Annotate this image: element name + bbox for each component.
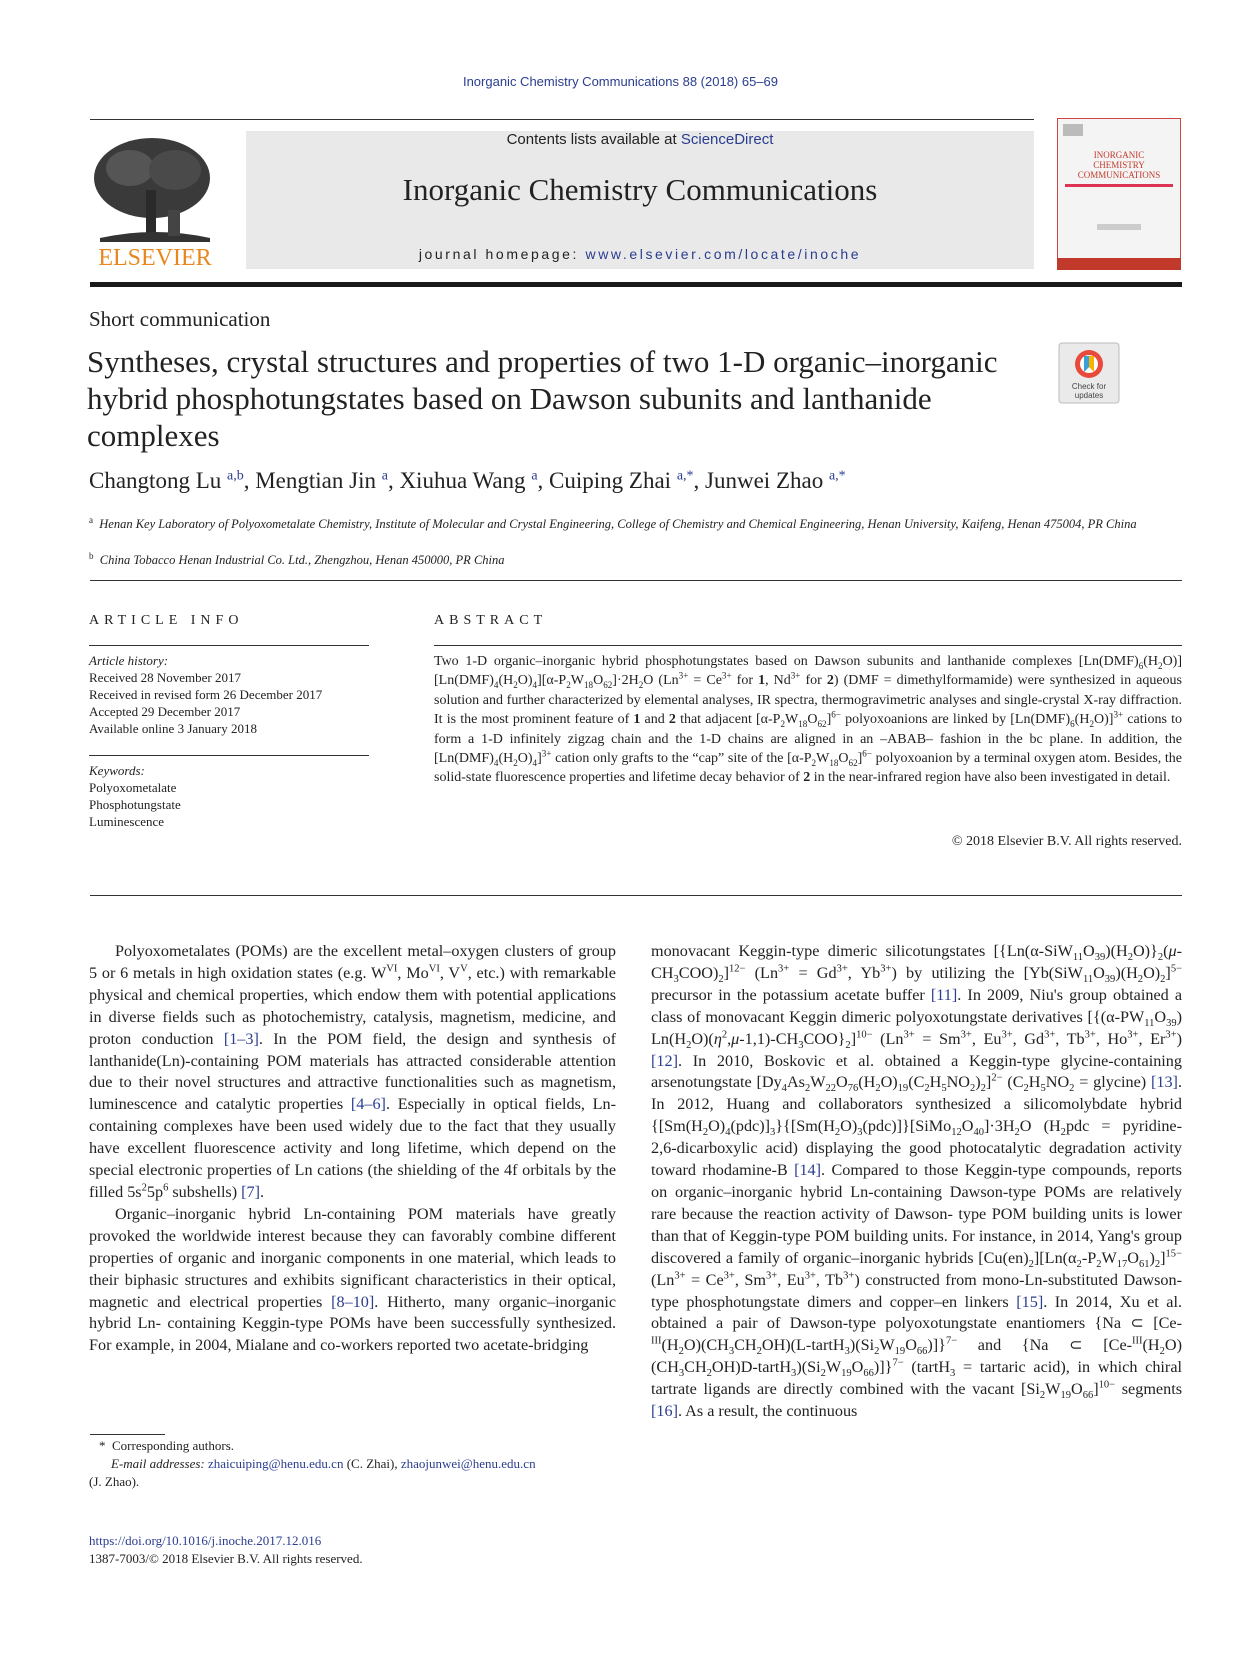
- email-link[interactable]: zhaicuiping@henu.edu.cn: [208, 1456, 344, 1471]
- journal-cover-thumbnail[interactable]: [1057, 118, 1181, 270]
- cover-title-1: INORGANIC: [1093, 150, 1145, 160]
- corresponding-label: Corresponding authors.: [112, 1438, 235, 1453]
- sciencedirect-link[interactable]: ScienceDirect: [680, 131, 774, 148]
- history-label: Article history:: [89, 653, 169, 668]
- abstract-copyright: © 2018 Elsevier B.V. All rights reserved.: [951, 834, 1182, 849]
- affiliation-mark: b: [89, 551, 94, 561]
- abstract-rule: [434, 645, 1182, 646]
- affiliation-b: [89, 548, 1184, 569]
- email-link[interactable]: zhaojunwei@henu.edu.cn: [400, 1456, 536, 1471]
- crossmark-icon: [1058, 342, 1120, 404]
- article-type: Short communication: [89, 307, 271, 331]
- article-history: [89, 652, 369, 737]
- affiliation-text: China Tobacco Henan Industrial Co. Ltd., Zhengzhou, Henan 450000, PR China: [99, 553, 505, 568]
- abstract-text: Two 1-D organic–inorganic hybrid phosphotungstates based on Dawson subunits and lanthanide complexes $[Ln(DMF)_6(H_2O)][Ln(DMF)_4(H_2O)_4][\alpha-P_2W_{18}O_{62}]\cdot 2H_2O$ ($Ln^{3+} = Ce^{3+}$ for 1, $Nd^{3+}$ for 2) (DMF = dimethylformamide) were synthesized in aqueous solution and further characterized by elemental analyses, IR spectra, thermogravimetric analyses and single-crystal X-ray diffraction. It is the most prominent feature of 1 and 2 that adjacent $[\alpha-P_2W_{18}O_{62}]^{6-}$ polyoxoanions are linked by $[Ln(DMF)_6(H_2O)]^{3+}$ cations to form a 1-D infinitely zigzag chain and the 1-D chains are aligned in an –ABAB– fashion in the bc plane. In addition, the $[Ln(DMF)_4(H_2O)_4]^{3+}$ cation only grafts to the “cap” site of the $[\alpha-P_2W_{18}O_{62}]^{6-}$ polyoxoanion by a terminal oxygen atom. Besides, the solid-state fluorescence properties and lifetime decay behavior of 2 in the near-infrared region have also been investigated in detail.: [434, 654, 1183, 786]
- author-name[interactable]: Mengtian Jin: [255, 468, 376, 493]
- header-rule: [90, 119, 1034, 120]
- keyword: Luminescence: [89, 814, 165, 829]
- affiliation-a: [89, 512, 1184, 533]
- article-info-heading: ARTICLE INFO: [89, 613, 244, 628]
- author-name[interactable]: Changtong Lu: [89, 468, 222, 493]
- crossmark-label-1: Check for: [1071, 382, 1107, 391]
- article-title: Syntheses, crystal structures and properties of two 1-D organic–inorganic hybrid phosphotungstates based on Dawson subunits and lanthanide complexes: [87, 344, 998, 453]
- author-list: Changtong Lu $^{a,b}$, Mengtian Jin $^a$, Xiuhua Wang $^a$, Cuiping Zhai $^{a,*}$, Junwei Zhao $^{a,*}$: [89, 468, 846, 493]
- email-label: E-mail addresses:: [111, 1456, 205, 1471]
- paragraph: Polyoxometalates (POMs) are the excellent metal–oxygen clusters of group 5 or 6 metals in high oxidation states (e.g. $W^{VI}$, $Mo^{VI}$, $V^V$, etc.) with remarkable physical and chemical properties, which endow them with potential applications in diverse fields such as photochemistry, catalysis, magnetism, medicine, and proton conduction [1–3]. In the POM field, the design and synthesis of lanthanide(Ln)-containing POM materials has attracted considerable attention due to their novel structures and attractive functionalities such as magnetism, luminescence and catalytic properties [4–6]. Especially in optical fields, Ln-containing complexes have been used widely due to the fact that they usually have excellent fluorescence activity and long lifetime, which depend on the special electronic properties of Ln cations (the shielding of the 4f orbitals by the filled $5s^25p^6$ subshells) [7].: [89, 942, 616, 1201]
- corresponding-footnote: [89, 1437, 616, 1491]
- doi-link[interactable]: https://doi.org/10.1016/j.inoche.2017.12.016: [89, 1533, 322, 1548]
- article-info-rule: [89, 645, 369, 646]
- email-owner: (J. Zhao).: [89, 1474, 140, 1489]
- keyword: Phosphotungstate: [89, 797, 181, 812]
- history-received: Received 28 November 2017: [89, 670, 241, 685]
- email-owner: (C. Zhai),: [346, 1456, 398, 1471]
- elsevier-tree-logo: [90, 130, 220, 270]
- history-online: Available online 3 January 2018: [89, 721, 257, 736]
- journal-citation[interactable]: Inorganic Chemistry Communications 88 (2018) 65–69: [462, 74, 779, 89]
- paragraph: Organic–inorganic hybrid Ln-containing POM materials have greatly provoked the worldwide interest because they can favorably combine different properties of organic and inorganic components in one material, which leads to their biphasic structures and exhibits significant characteristics in their optical, magnetic and electrical properties [8–10]. Hitherto, many organic–inorganic hybrid Ln- containing Keggin-type POMs have been successfully synthesized. For example, in 2004, Mialane and co-workers reported two acetate-bridging: [89, 1204, 616, 1355]
- body-top-rule: [90, 895, 1182, 896]
- homepage-link[interactable]: www.elsevier.com/locate/inoche: [585, 246, 862, 262]
- elsevier-wordmark: ELSEVIER: [98, 245, 212, 270]
- contents-line: [246, 131, 1034, 148]
- keyword: Polyoxometalate: [89, 780, 177, 795]
- author-name[interactable]: Junwei Zhao: [705, 468, 824, 493]
- abstract-heading: ABSTRACT: [434, 613, 548, 628]
- journal-title: Inorganic Chemistry Communications: [402, 172, 878, 207]
- check-for-updates-badge[interactable]: [1058, 342, 1120, 404]
- header-thick-rule: [90, 282, 1182, 287]
- author-name[interactable]: Cuiping Zhai: [549, 468, 672, 493]
- body-column-left: [89, 941, 616, 1357]
- keywords-label: Keywords:: [89, 763, 145, 778]
- title-block-rule: [90, 580, 1182, 581]
- asterisk-mark: *: [99, 1438, 106, 1453]
- author-affil-mark[interactable]: a: [381, 468, 388, 484]
- history-accepted: Accepted 29 December 2017: [89, 704, 241, 719]
- journal-homepage: [246, 246, 1034, 262]
- paragraph: monovacant Keggin-type dimeric silicotungstates $[\{Ln(\alpha-SiW_{11}O_{39})(H_2O)\}_2(\mu-CH_3COO)_2]^{12-}$ ($Ln^{3+} = Gd^{3+}$, $Yb^{3+}$) by utilizing the $[Yb(SiW_{11}O_{39})(H_2O)_2]^{5-}$ precursor in the potassium acetate buffer [11]. In 2009, Niu's group obtained a class of monovacant Keggin dimeric polyoxotungstate derivatives [{$(\alpha-PW_{11}O_{39})$ $Ln(H_2O)(\eta^2,\mu-1,1)-CH_3COO\}_2]^{10-}$ ($Ln^{3+} = Sm^{3+}$, $Eu^{3+}$, $Gd^{3+}$, $Tb^{3+}$, $Ho^{3+}$, $Er^{3+}$) [12]. In 2010, Boskovic et al. obtained a Keggin-type glycine-containing arsenotungstate $[Dy_4As_2W_{22}O_{76}(H_2O)_{19}(C_2H_5NO_2)_2]^{2-}$ ($C_2H_5NO_2$ = glycine) [13]. In 2012, Huang and collaborators synthesized a silicomolybdate hybrid $\{[Sm(H_2O)_4(pdc)]_3\}\{[Sm(H_2O)_3(pdc)]\}[SiMo_{12}O_{40}]\cdot 3H_2O$ ($H_2pdc$ = pyridine-2,6-dicarboxylic acid) displaying the good photocatalytic degradation activity toward rhodamine-B [14]. Compared to those Keggin-type compounds, reports on organic–inorganic hybrid Ln-containing Dawson-type POMs are relatively rare because the reaction activity of Dawson- type POM building units is lower than that of Keggin-type POM building units. For instance, in 2014, Yang's group discovered a family of organic–inorganic hybrids $[Cu(en)_2][Ln(\alpha_2-P_2W_{17}O_{61})_2]^{15-}$ ($Ln^{3+} = Ce^{3+}$, $Sm^{3+}$, $Eu^{3+}$, $Tb^{3+}$) constructed from mono-Ln-substituted Dawson-type phosphotungstate dimers and copper–en linkers [15]. In 2014, Xu et al. obtained a pair of Dawson-type polyoxotungstate enantiomers {Na ⊂ $[Ce-^{III}(H_2O)(CH_3CH_2OH)(L-tartH_3)(Si_2W_{19}O_{66})]\}^{7-}$ and {Na ⊂ $[Ce-^{III}(H_2O)(CH_3CH_2OH)D-tartH_3)(Si_2W_{19}O_{66})]\}^{7-}$ (tartH$_3$ = tartaric acid), in which chiral tartrate ligands are directly combined with the vacant $[Si_2W_{19}O_{66}]^{10-}$ segments [16]. As a result, the continuous: [651, 942, 1183, 1421]
- author-affil-mark[interactable]: a: [531, 468, 538, 484]
- keywords-rule: [89, 755, 369, 756]
- homepage-prefix: journal homepage:: [418, 246, 579, 262]
- history-revised: Received in revised form 26 December 2017: [89, 687, 323, 702]
- issn-line: 1387-7003/© 2018 Elsevier B.V. All rights reserved.: [89, 1551, 363, 1566]
- crossmark-label-2: updates: [1074, 391, 1104, 400]
- author-affil-mark[interactable]: a,b: [227, 468, 244, 484]
- affiliation-text: Henan Key Laboratory of Polyoxometalate Chemistry, Institute of Molecular and Crystal Engineering, College of Chemistry and Chemical Engineering, Henan University, Kaifeng, Henan 475004, PR China: [99, 517, 1137, 532]
- cover-title-2: CHEMISTRY: [1093, 160, 1145, 170]
- author-affil-mark[interactable]: a,*: [828, 468, 846, 484]
- author-affil-mark[interactable]: a,*: [676, 468, 694, 484]
- cover-title-3: COMMUNICATIONS: [1077, 170, 1161, 180]
- author-name[interactable]: Xiuhua Wang: [399, 468, 526, 493]
- body-column-right: [651, 941, 1182, 1423]
- contents-prefix: Contents lists available at: [506, 131, 677, 148]
- keywords: [89, 762, 369, 830]
- page-footer: [89, 1532, 363, 1568]
- affiliation-mark: a: [89, 515, 93, 525]
- footnote-rule: [90, 1434, 165, 1435]
